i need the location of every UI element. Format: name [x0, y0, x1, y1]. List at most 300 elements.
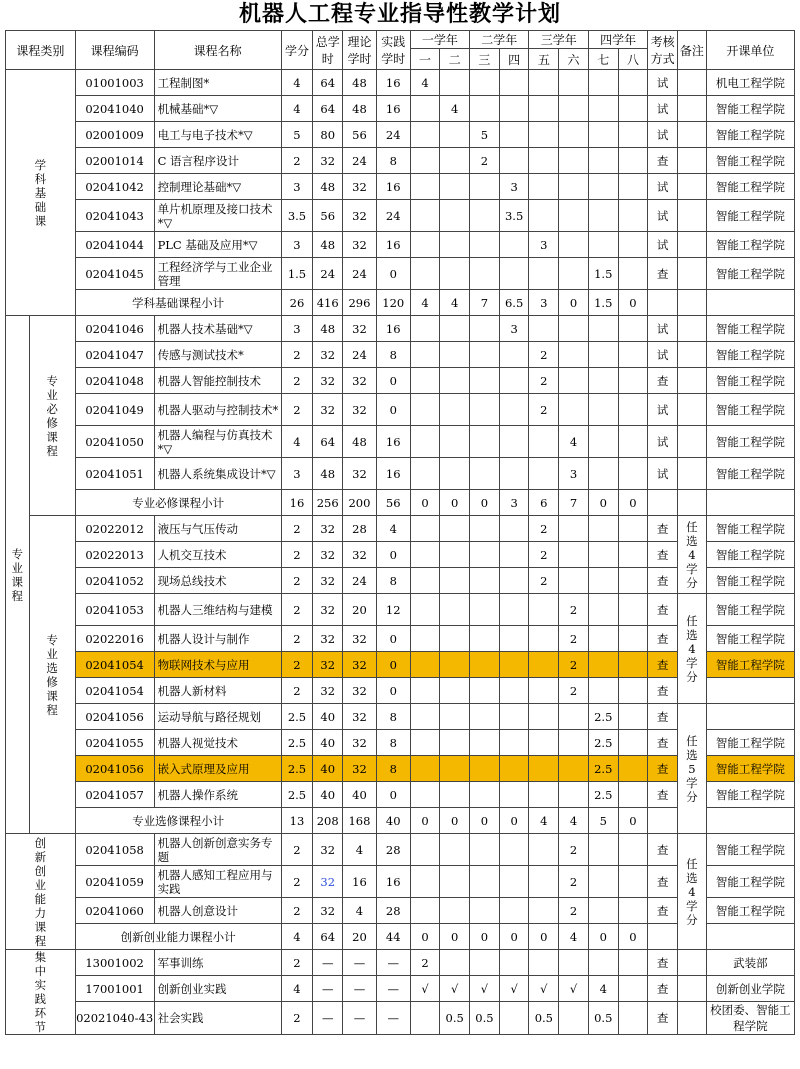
course-name: 传感与测试技术* [154, 342, 281, 368]
semester-cell [559, 394, 589, 426]
semester-cell [588, 368, 618, 394]
semester-cell [470, 568, 500, 594]
exam-cell: 查 [648, 626, 678, 652]
semester-cell [499, 626, 529, 652]
theory-hours-cell: 40 [343, 782, 377, 808]
group-elective [29, 516, 75, 834]
semester-cell [618, 200, 648, 232]
semester-cell [470, 458, 500, 490]
semester-cell: 0 [618, 290, 648, 316]
credit-cell: 4 [281, 96, 313, 122]
unit-cell: 智能工程学院 [706, 730, 794, 756]
semester-cell: 1.5 [588, 290, 618, 316]
note-cell [678, 834, 707, 950]
course-name: 创新创业实践 [154, 976, 281, 1002]
note-cell-label: 任选4学分 [686, 856, 698, 927]
unit-cell: 校团委、智能工程学院 [706, 1002, 794, 1035]
semester-cell [529, 174, 559, 200]
semester-cell [499, 568, 529, 594]
semester-cell: 6 [529, 490, 559, 516]
semester-cell [559, 200, 589, 232]
semester-cell [440, 834, 470, 866]
semester-cell [588, 232, 618, 258]
semester-cell [440, 342, 470, 368]
semester-cell: 2 [559, 678, 589, 704]
exam-cell: 查 [648, 950, 678, 976]
unit-cell: 智能工程学院 [706, 542, 794, 568]
semester-cell [529, 756, 559, 782]
exam-cell: 查 [648, 148, 678, 174]
exam-cell: 查 [648, 898, 678, 924]
semester-cell [529, 652, 559, 678]
semester-cell [618, 232, 648, 258]
semester-cell [410, 426, 440, 458]
semester-cell [559, 568, 589, 594]
semester-cell [588, 950, 618, 976]
note-cell [678, 174, 707, 200]
header-year-3: 三学年 [529, 31, 588, 49]
semester-cell [440, 174, 470, 200]
course-code: 02041043 [75, 200, 154, 232]
group-innovation-label: 创新创业能力课程 [34, 835, 47, 948]
credit-cell: 3 [281, 458, 313, 490]
semester-cell [529, 316, 559, 342]
semester-cell [440, 426, 470, 458]
total-hours-cell: 256 [313, 490, 343, 516]
semester-cell [618, 542, 648, 568]
course-code: 02041054 [75, 652, 154, 678]
course-name: 液压与气压传动 [154, 516, 281, 542]
semester-cell [559, 950, 589, 976]
header-practice-hours: 实践学时 [376, 31, 410, 70]
semester-cell [618, 568, 648, 594]
total-hours-cell: 40 [313, 756, 343, 782]
course-code: 02041056 [75, 756, 154, 782]
semester-cell [440, 652, 470, 678]
credit-cell: 4 [281, 70, 313, 96]
semester-cell [529, 782, 559, 808]
practice-hours-cell: 0 [376, 258, 410, 290]
theory-hours-cell: 32 [343, 200, 377, 232]
semester-cell [499, 458, 529, 490]
note-cell [678, 368, 707, 394]
header-semester: 二 [440, 49, 470, 70]
semester-cell [559, 232, 589, 258]
semester-cell [470, 730, 500, 756]
theory-hours-cell: 24 [343, 258, 377, 290]
practice-hours-cell: 0 [376, 394, 410, 426]
semester-cell [618, 866, 648, 898]
table-row [6, 516, 795, 542]
theory-hours-cell: 32 [343, 678, 377, 704]
exam-cell [648, 290, 678, 316]
credit-cell: 3 [281, 232, 313, 258]
semester-cell [410, 368, 440, 394]
course-name: 单片机原理及接口技术*▽ [154, 200, 281, 232]
table-row [6, 782, 795, 808]
exam-cell: 试 [648, 426, 678, 458]
page-title: 机器人工程专业指导性教学计划 [238, 2, 561, 27]
course-name: 军事训练 [154, 950, 281, 976]
subtotal-row [6, 290, 795, 316]
unit-cell: 智能工程学院 [706, 898, 794, 924]
semester-cell [618, 148, 648, 174]
course-code: 02041054 [75, 678, 154, 704]
group-required-label: 专业必修课程 [46, 373, 58, 458]
semester-cell [440, 782, 470, 808]
semester-cell: 4 [559, 808, 589, 834]
semester-cell: 3 [559, 458, 589, 490]
table-row [6, 458, 795, 490]
semester-cell: 0 [440, 924, 470, 950]
total-hours-cell: 32 [313, 568, 343, 594]
semester-cell [588, 626, 618, 652]
semester-cell [559, 342, 589, 368]
note-cell [678, 148, 707, 174]
semester-cell [499, 782, 529, 808]
semester-cell [440, 866, 470, 898]
table-row [6, 96, 795, 122]
semester-cell [588, 542, 618, 568]
exam-cell: 试 [648, 70, 678, 96]
semester-cell: 0 [470, 808, 500, 834]
semester-cell [618, 174, 648, 200]
total-hours-cell: 80 [313, 122, 343, 148]
theory-hours-cell: 16 [343, 866, 377, 898]
semester-cell [410, 342, 440, 368]
semester-cell: 4 [440, 96, 470, 122]
table-row [6, 174, 795, 200]
practice-hours-cell: 16 [376, 96, 410, 122]
semester-cell [499, 950, 529, 976]
exam-cell: 查 [648, 976, 678, 1002]
practice-hours-cell: 0 [376, 652, 410, 678]
semester-cell: 2 [559, 866, 589, 898]
exam-cell [648, 924, 678, 950]
semester-cell [618, 1002, 648, 1035]
total-hours-cell: 64 [313, 70, 343, 96]
theory-hours-cell: 24 [343, 568, 377, 594]
semester-cell: 2 [529, 342, 559, 368]
table-row [6, 232, 795, 258]
total-hours-cell: — [313, 1002, 343, 1035]
semester-cell [559, 258, 589, 290]
note-cell [678, 426, 707, 458]
course-name: 机器人编程与仿真技术*▽ [154, 426, 281, 458]
semester-cell [440, 458, 470, 490]
semester-cell: 0 [618, 924, 648, 950]
semester-cell: 0 [499, 808, 529, 834]
semester-cell [410, 652, 440, 678]
group-elective-label: 专业选修课程 [46, 632, 58, 717]
note-cell [678, 594, 707, 704]
header-category: 课程类别 [6, 31, 76, 70]
semester-cell: 4 [559, 924, 589, 950]
semester-cell [410, 316, 440, 342]
semester-cell [410, 898, 440, 924]
semester-cell: 4 [410, 290, 440, 316]
semester-cell [618, 342, 648, 368]
semester-cell: 4 [559, 426, 589, 458]
semester-cell [588, 342, 618, 368]
unit-cell: 智能工程学院 [706, 626, 794, 652]
semester-cell [440, 730, 470, 756]
semester-cell [618, 394, 648, 426]
credit-cell: 3.5 [281, 200, 313, 232]
credit-cell: 2 [281, 678, 313, 704]
semester-cell: 5 [470, 122, 500, 148]
credit-cell: 2 [281, 368, 313, 394]
practice-hours-cell: 0 [376, 782, 410, 808]
exam-cell: 试 [648, 458, 678, 490]
semester-cell: 0 [618, 490, 648, 516]
semester-cell [499, 542, 529, 568]
semester-cell: 0 [440, 490, 470, 516]
semester-cell: 2 [410, 950, 440, 976]
semester-cell: 7 [470, 290, 500, 316]
total-hours-cell: 56 [313, 200, 343, 232]
semester-cell [559, 70, 589, 96]
semester-cell [618, 96, 648, 122]
course-name: 物联网技术与应用 [154, 652, 281, 678]
header-semester: 一 [410, 49, 440, 70]
theory-hours-cell: 4 [343, 834, 377, 866]
semester-cell [410, 866, 440, 898]
semester-cell [588, 516, 618, 542]
header-theory-hours: 理论学时 [343, 31, 377, 70]
note-cell [678, 976, 707, 1002]
semester-cell [618, 70, 648, 96]
header-year-1: 一学年 [410, 31, 469, 49]
semester-cell [499, 342, 529, 368]
semester-cell [618, 898, 648, 924]
semester-cell [559, 1002, 589, 1035]
semester-cell [499, 678, 529, 704]
semester-cell [499, 834, 529, 866]
semester-cell: 0 [410, 924, 440, 950]
semester-cell: 0.5 [440, 1002, 470, 1035]
semester-cell [559, 756, 589, 782]
semester-cell [559, 148, 589, 174]
semester-cell: 0 [440, 808, 470, 834]
semester-cell [588, 678, 618, 704]
course-name: PLC 基础及应用*▽ [154, 232, 281, 258]
course-name: 工程经济学与工业企业管理 [154, 258, 281, 290]
course-code: 01001003 [75, 70, 154, 96]
table-row [6, 1002, 795, 1035]
credit-cell: 4 [281, 426, 313, 458]
semester-cell [588, 122, 618, 148]
unit-cell: 智能工程学院 [706, 122, 794, 148]
exam-cell: 查 [648, 258, 678, 290]
practice-hours-cell: 28 [376, 834, 410, 866]
semester-cell [499, 394, 529, 426]
semester-cell [499, 426, 529, 458]
semester-cell [559, 96, 589, 122]
exam-cell: 查 [648, 516, 678, 542]
semester-cell [440, 122, 470, 148]
semester-cell: 2 [470, 148, 500, 174]
semester-cell [559, 516, 589, 542]
note-cell [678, 232, 707, 258]
semester-cell [440, 678, 470, 704]
theory-hours-cell: 48 [343, 96, 377, 122]
semester-cell: 2 [559, 652, 589, 678]
total-hours-cell: 32 [313, 368, 343, 394]
semester-cell: √ [559, 976, 589, 1002]
unit-cell: 智能工程学院 [706, 866, 794, 898]
semester-cell [618, 652, 648, 678]
semester-cell [529, 898, 559, 924]
semester-cell [440, 594, 470, 626]
semester-cell [588, 148, 618, 174]
practice-hours-cell: 8 [376, 756, 410, 782]
note-cell [678, 458, 707, 490]
unit-cell: 智能工程学院 [706, 316, 794, 342]
credit-cell: 26 [281, 290, 313, 316]
group-basic [6, 70, 76, 316]
header-semester: 四 [499, 49, 529, 70]
semester-cell [470, 542, 500, 568]
semester-cell [440, 70, 470, 96]
semester-cell [410, 756, 440, 782]
header-semester: 七 [588, 49, 618, 70]
semester-cell [440, 148, 470, 174]
exam-cell: 查 [648, 1002, 678, 1035]
exam-cell: 查 [648, 568, 678, 594]
note-cell [678, 490, 707, 516]
semester-cell [410, 730, 440, 756]
semester-cell: 3 [499, 174, 529, 200]
practice-hours-cell: 8 [376, 704, 410, 730]
semester-cell [499, 704, 529, 730]
total-hours-cell: 32 [313, 626, 343, 652]
practice-hours-cell: 16 [376, 316, 410, 342]
semester-cell [410, 96, 440, 122]
table-row [6, 148, 795, 174]
table-row [6, 426, 795, 458]
semester-cell [618, 782, 648, 808]
exam-cell: 查 [648, 652, 678, 678]
table-row [6, 316, 795, 342]
course-name: 机器人感知工程应用与实践 [154, 866, 281, 898]
semester-cell [559, 730, 589, 756]
semester-cell [470, 316, 500, 342]
course-name: 现场总线技术 [154, 568, 281, 594]
exam-cell: 试 [648, 316, 678, 342]
course-code: 02001009 [75, 122, 154, 148]
course-code: 02041048 [75, 368, 154, 394]
course-name: 机器人智能控制技术 [154, 368, 281, 394]
note-cell [678, 394, 707, 426]
semester-cell: 2 [559, 898, 589, 924]
semester-cell [529, 258, 559, 290]
practice-hours-cell: 4 [376, 516, 410, 542]
exam-cell: 查 [648, 678, 678, 704]
semester-cell: 0 [470, 490, 500, 516]
course-code: 02041058 [75, 834, 154, 866]
course-code: 02041045 [75, 258, 154, 290]
unit-cell: 智能工程学院 [706, 834, 794, 866]
semester-cell: √ [440, 976, 470, 1002]
total-hours-cell: 32 [313, 866, 343, 898]
table-row [6, 368, 795, 394]
total-hours-cell: 40 [313, 730, 343, 756]
theory-hours-cell: 24 [343, 148, 377, 174]
semester-cell [618, 516, 648, 542]
semester-cell [499, 368, 529, 394]
unit-cell: 智能工程学院 [706, 148, 794, 174]
header-semester: 六 [559, 49, 589, 70]
course-code: 02022016 [75, 626, 154, 652]
semester-cell [588, 426, 618, 458]
semester-cell [499, 96, 529, 122]
course-code: 02041047 [75, 342, 154, 368]
table-row [6, 394, 795, 426]
semester-cell [440, 258, 470, 290]
course-name: 机器人技术基础*▽ [154, 316, 281, 342]
note-cell [678, 316, 707, 342]
semester-cell [529, 626, 559, 652]
semester-cell [410, 516, 440, 542]
note-cell [678, 200, 707, 232]
credit-cell: 2 [281, 1002, 313, 1035]
semester-cell [618, 122, 648, 148]
semester-cell [618, 756, 648, 782]
total-hours-cell: 64 [313, 924, 343, 950]
header-year-4: 四学年 [588, 31, 647, 49]
group-basic-label: 学科基础课 [34, 157, 47, 228]
semester-cell [470, 626, 500, 652]
table-row [6, 258, 795, 290]
exam-cell [648, 808, 678, 834]
course-name: 机器人操作系统 [154, 782, 281, 808]
exam-cell: 查 [648, 834, 678, 866]
subtotal-row [6, 490, 795, 516]
course-name: 嵌入式原理及应用 [154, 756, 281, 782]
exam-cell: 试 [648, 200, 678, 232]
semester-cell [410, 394, 440, 426]
total-hours-cell: 32 [313, 542, 343, 568]
semester-cell: 2.5 [588, 756, 618, 782]
semester-cell: 0 [529, 924, 559, 950]
theory-hours-cell: 20 [343, 594, 377, 626]
unit-cell [706, 490, 794, 516]
unit-cell: 智能工程学院 [706, 756, 794, 782]
unit-cell: 智能工程学院 [706, 258, 794, 290]
semester-cell [440, 950, 470, 976]
semester-cell [410, 232, 440, 258]
semester-cell: 7 [559, 490, 589, 516]
semester-cell [499, 148, 529, 174]
credit-cell: 2 [281, 834, 313, 866]
semester-cell: 3 [529, 290, 559, 316]
theory-hours-cell: 32 [343, 232, 377, 258]
practice-hours-cell: — [376, 976, 410, 1002]
semester-cell [588, 316, 618, 342]
exam-cell: 查 [648, 730, 678, 756]
semester-cell: 2.5 [588, 782, 618, 808]
subtotal-row [6, 808, 795, 834]
unit-cell: 智能工程学院 [706, 426, 794, 458]
semester-cell [618, 704, 648, 730]
table-row [6, 976, 795, 1002]
practice-hours-cell: 44 [376, 924, 410, 950]
table-row [6, 200, 795, 232]
header-year-2: 二学年 [470, 31, 529, 49]
semester-cell [440, 200, 470, 232]
note-cell-label: 任选4学分 [686, 519, 698, 590]
